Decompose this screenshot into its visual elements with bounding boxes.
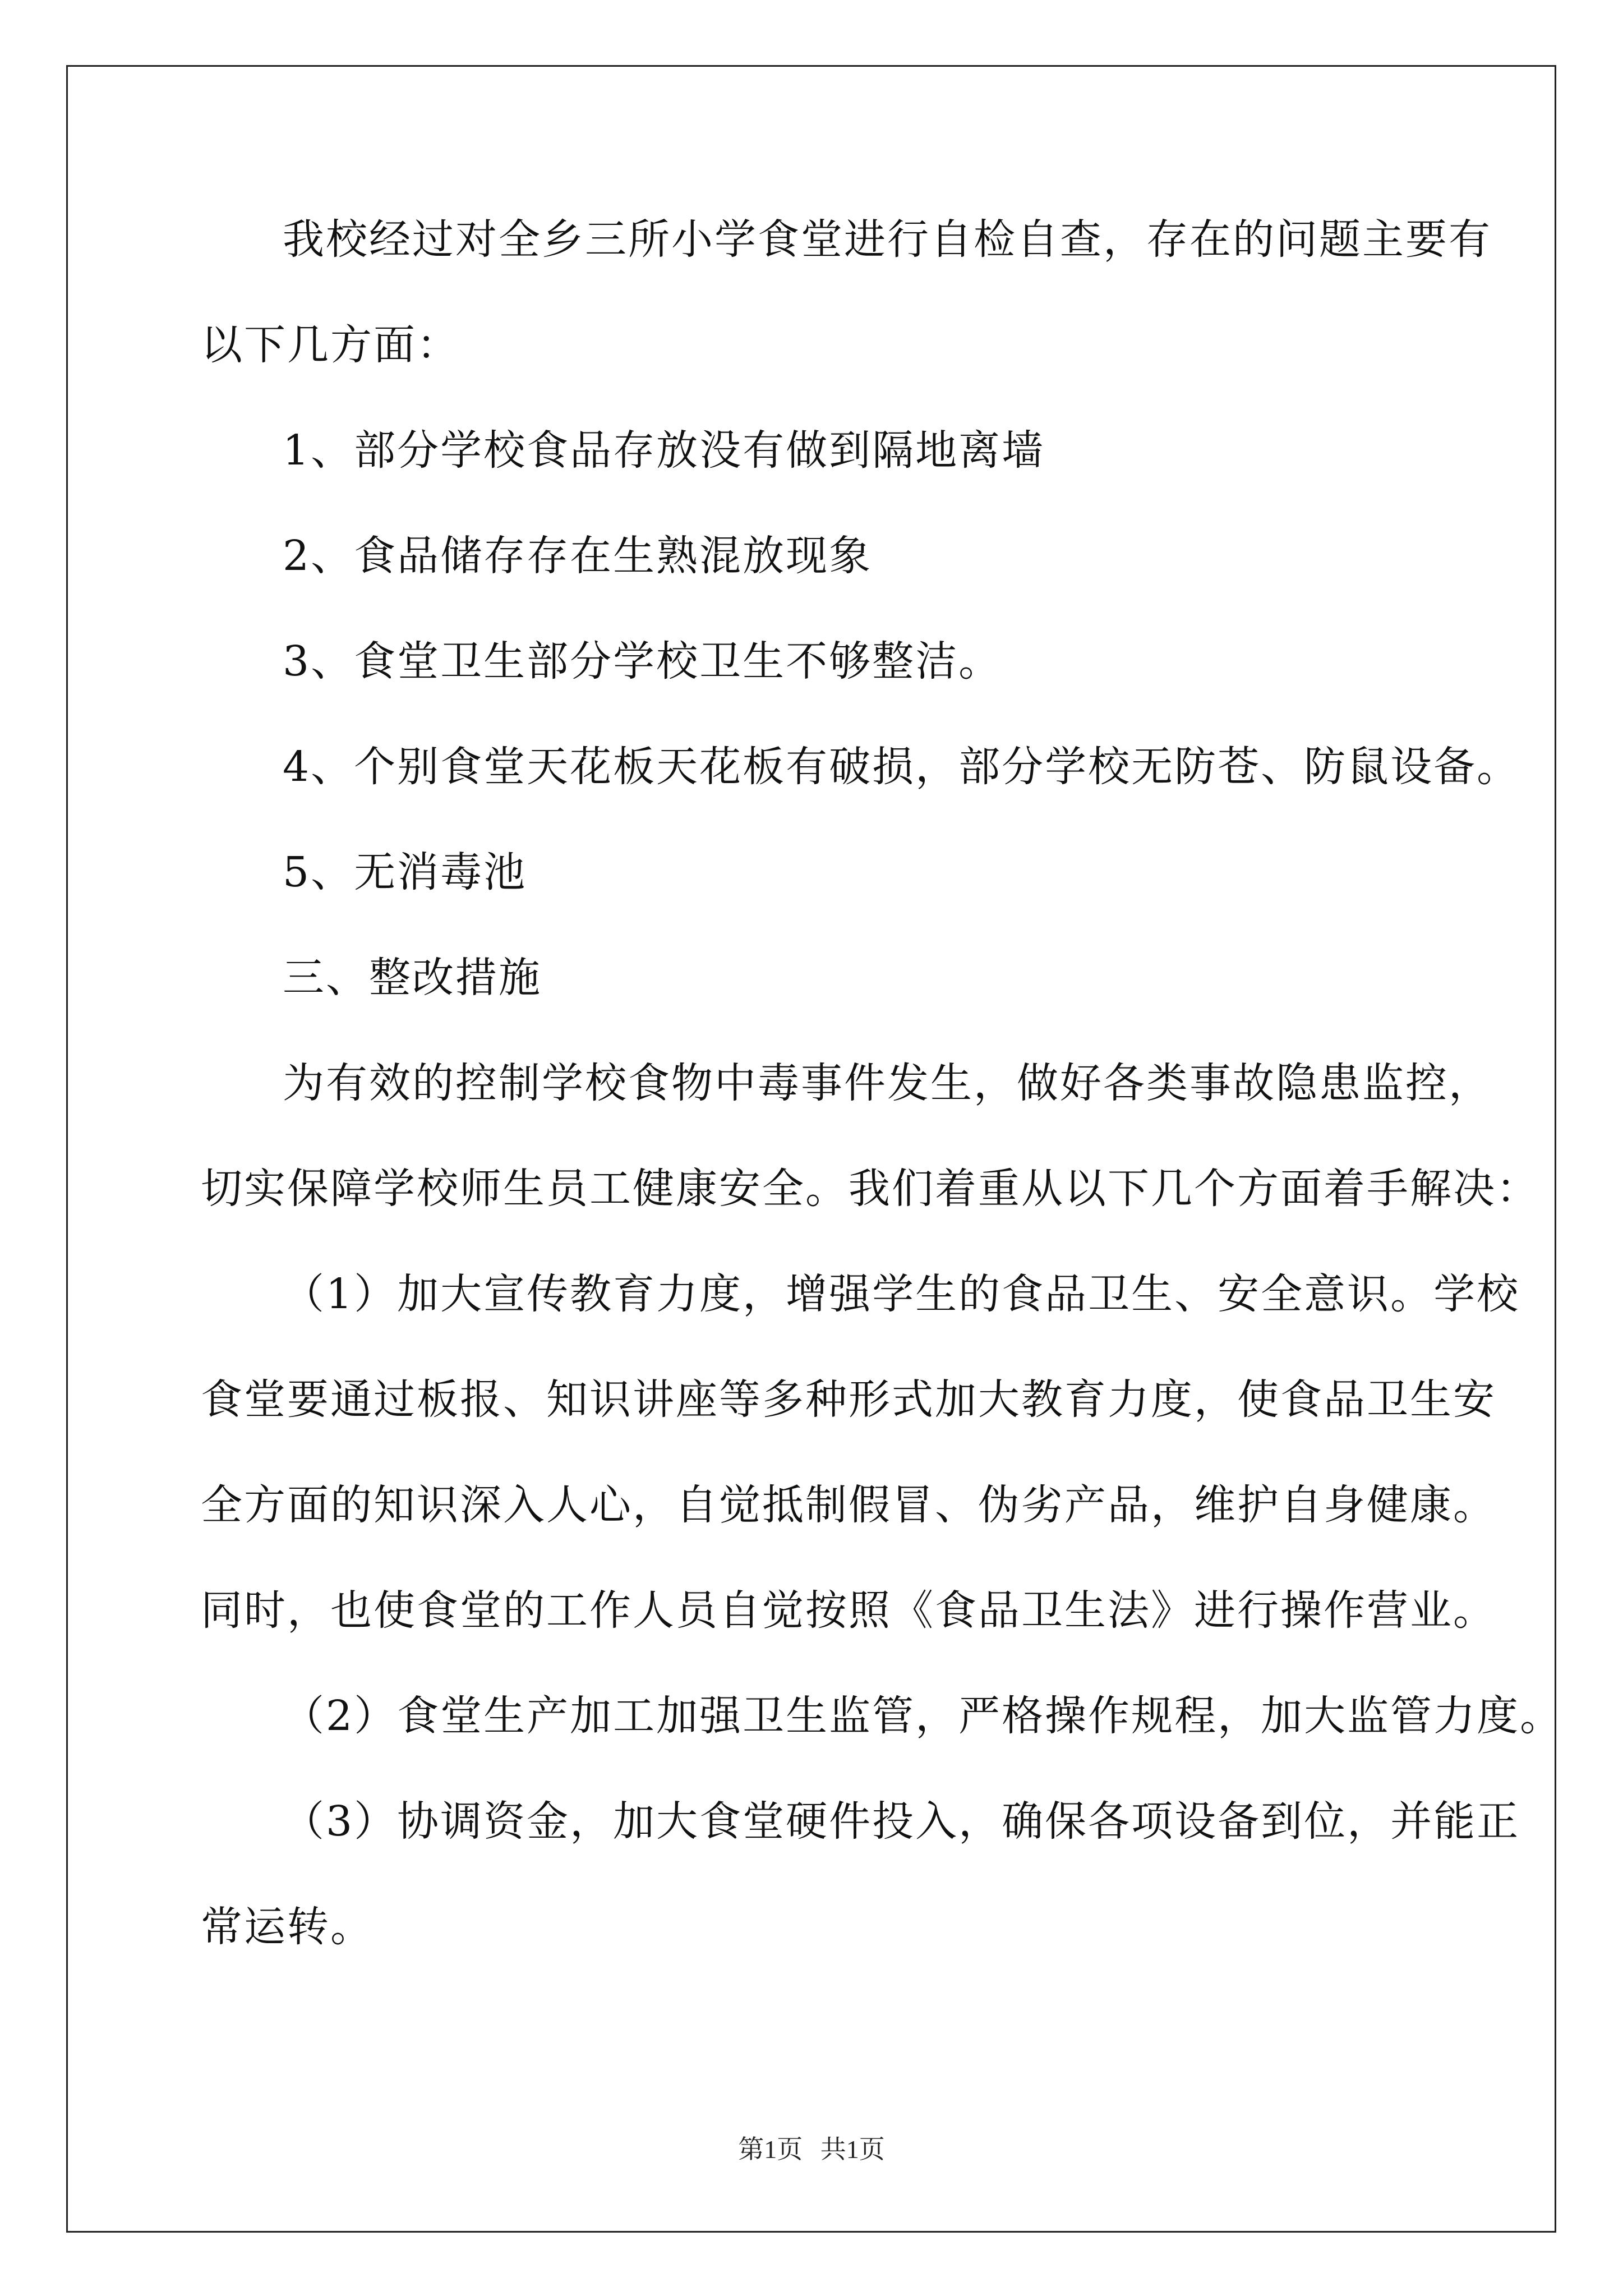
paragraph-line: 常运转。 (201, 1903, 374, 1951)
paragraph-line: 以下几方面： (201, 321, 460, 369)
list-item: 4、个别食堂天花板天花板有破损，部分学校无防苍、防鼠设备。 (283, 743, 1520, 791)
paragraph-line: 同时，也使食堂的工作人员自觉按照《食品卫生法》进行操作营业。 (201, 1586, 1496, 1635)
paragraph-line: 切实保障学校师生员工健康安全。我们着重从以下几个方面着手解决： (201, 1165, 1539, 1213)
paragraph-line: （2）食堂生产加工加强卫生监管，严格操作规程，加大监管力度。 (283, 1692, 1564, 1740)
paragraph-line: 我校经过对全乡三所小学食堂进行自检自查，存在的问题主要有 (283, 215, 1492, 264)
paragraph-line: （1）加大宣传教育力度，增强学生的食品卫生、安全意识。学校 (283, 1270, 1520, 1318)
paragraph-line: 食堂要通过板报、知识讲座等多种形式加大教育力度，使食品卫生安 (201, 1375, 1496, 1424)
paragraph-line: 为有效的控制学校食物中毒事件发生，做好各类事故隐患监控， (283, 1059, 1492, 1107)
list-item: 3、食堂卫生部分学校卫生不够整洁。 (283, 637, 1002, 685)
paragraph-line: 全方面的知识深入人心，自觉抵制假冒、伪劣产品，维护自身健康。 (201, 1481, 1496, 1529)
section-heading: 三、整改措施 (283, 954, 542, 1002)
page-number: 第1页 (738, 2135, 803, 2164)
page-footer (0, 2129, 1623, 2166)
list-item: 1、部分学校食品存放没有做到隔地离墙 (283, 426, 1045, 475)
paragraph-line: （3）协调资金，加大食堂硬件投入，确保各项设备到位，并能正 (283, 1797, 1520, 1846)
page-total: 共1页 (820, 2135, 885, 2164)
list-item: 2、食品储存存在生熟混放现象 (283, 532, 873, 580)
list-item: 5、无消毒池 (283, 848, 527, 896)
